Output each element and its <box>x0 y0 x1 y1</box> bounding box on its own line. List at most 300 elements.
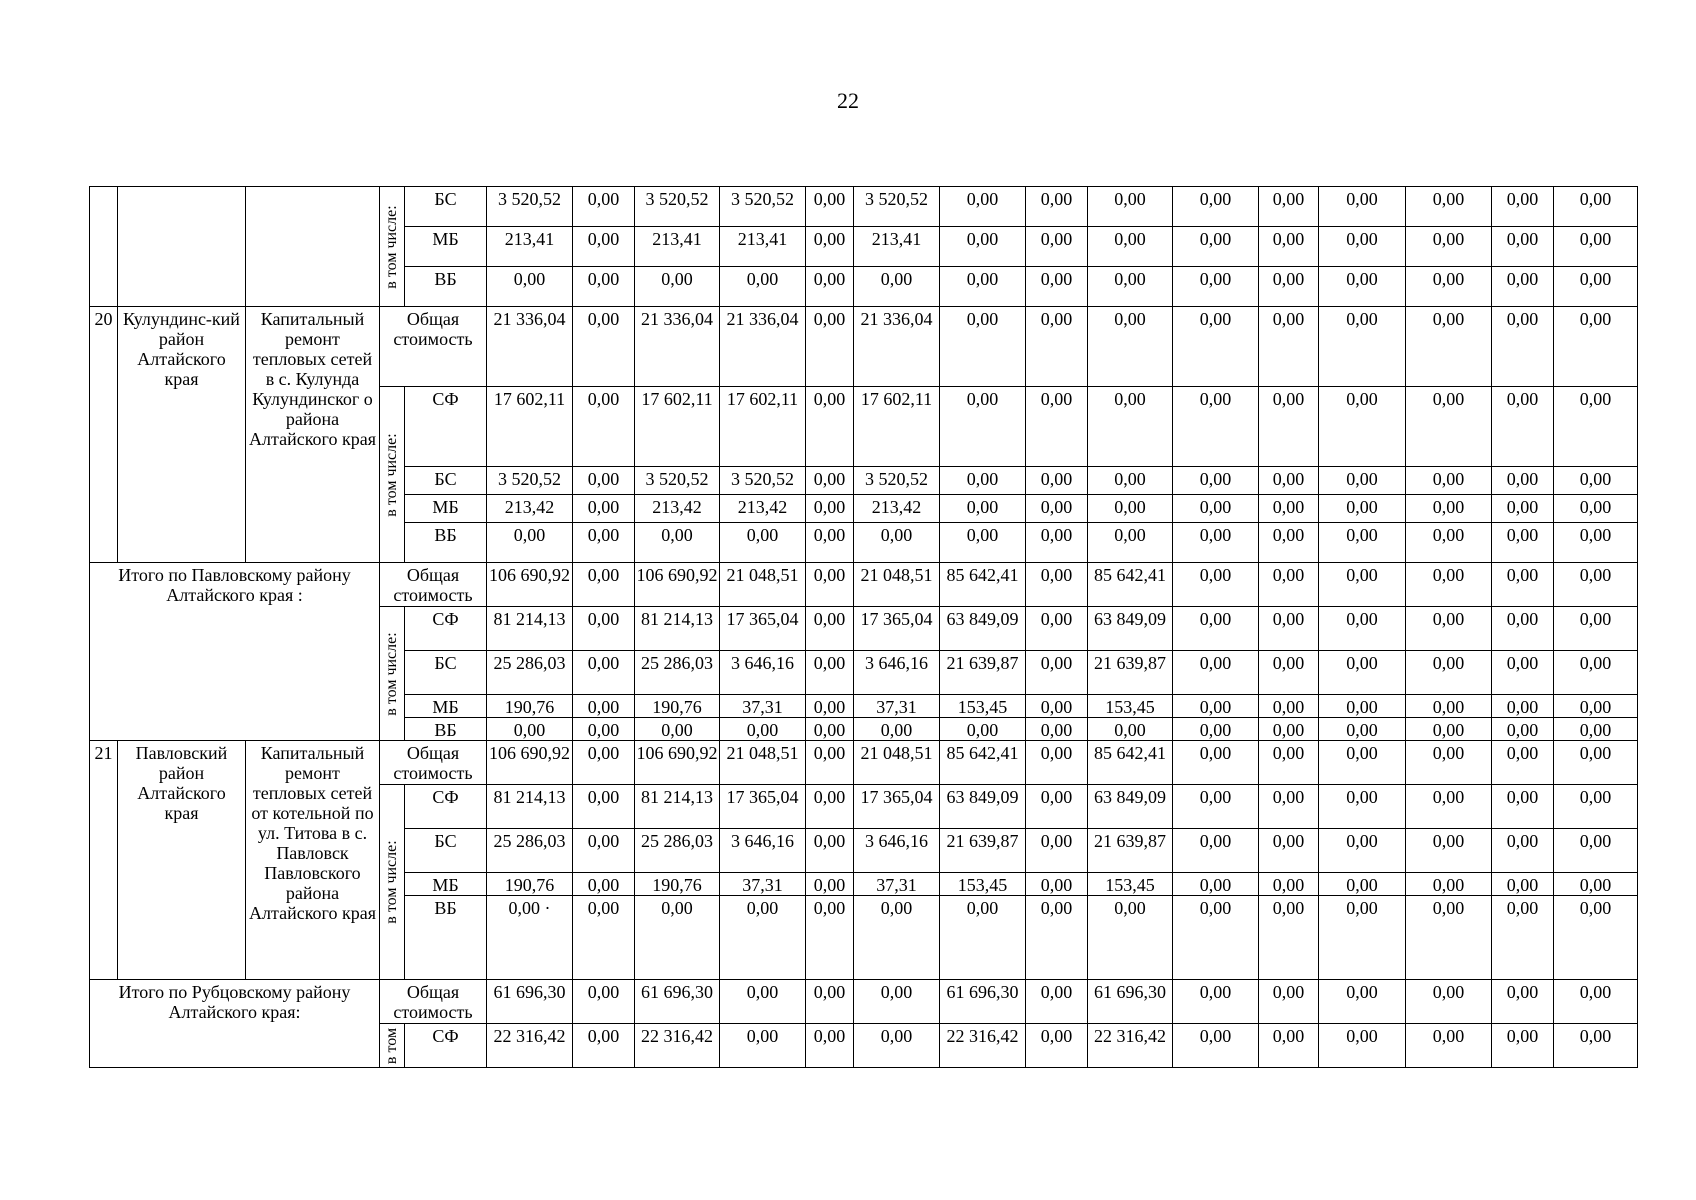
value-cell: 0,00 <box>1088 267 1173 307</box>
value-cell: 0,00 <box>720 896 806 980</box>
value-cell: 0,00 <box>1554 187 1638 227</box>
value-cell: 0,00 <box>1088 896 1173 980</box>
value-cell: 3 520,52 <box>635 467 720 495</box>
value-cell: 0,00 <box>1026 651 1088 695</box>
row-number: 21 <box>90 741 118 980</box>
value-cell: 85 642,41 <box>940 741 1026 785</box>
funding-source-label: СФ <box>405 785 487 829</box>
value-cell: 0,00 <box>1554 695 1638 718</box>
value-cell: 0,00 <box>1319 387 1406 467</box>
value-cell: 0,00 <box>1554 227 1638 267</box>
value-cell: 21 639,87 <box>940 651 1026 695</box>
value-cell: 0,00 <box>1259 387 1319 467</box>
in-total-label <box>380 187 405 307</box>
value-cell: 3 646,16 <box>720 651 806 695</box>
value-cell: 0,00 <box>1173 1024 1259 1068</box>
value-cell: 0,00 <box>1406 307 1492 387</box>
summary-title: Итого по Рубцовскому району Алтайского края: <box>90 980 380 1068</box>
value-cell: 0,00 <box>1492 829 1554 873</box>
in-total-text: в том числе: <box>383 432 400 517</box>
value-cell: 0,00 <box>1554 387 1638 467</box>
value-cell: 0,00 <box>573 495 635 523</box>
value-cell: 0,00 <box>1554 495 1638 523</box>
value-cell: 0,00 <box>573 187 635 227</box>
district-name: Павловский район Алтайского края <box>118 741 246 980</box>
value-cell: 0,00 <box>1554 1024 1638 1068</box>
value-cell: 0,00 <box>1088 187 1173 227</box>
value-cell: 0,00 <box>1406 896 1492 980</box>
value-cell: 0,00 <box>573 523 635 563</box>
value-cell: 81 214,13 <box>635 785 720 829</box>
value-cell: 22 316,42 <box>1088 1024 1173 1068</box>
value-cell: 0,00 <box>854 718 940 741</box>
value-cell: 61 696,30 <box>1088 980 1173 1024</box>
value-cell: 0,00 <box>1492 495 1554 523</box>
value-cell: 0,00 <box>1173 467 1259 495</box>
total-cost-label: Общая стоимость <box>380 741 487 785</box>
value-cell: 0,00 <box>1319 896 1406 980</box>
value-cell: 0,00 <box>806 523 854 563</box>
value-cell: 0,00 <box>1259 563 1319 607</box>
value-cell: 0,00 <box>635 267 720 307</box>
value-cell: 0,00 <box>806 227 854 267</box>
total-cost-label: Общая стоимость <box>380 563 487 607</box>
funding-source-label: СФ <box>405 387 487 467</box>
value-cell: 0,00 <box>806 873 854 896</box>
value-cell: 0,00 <box>1026 980 1088 1024</box>
value-cell: 0,00 <box>1173 695 1259 718</box>
value-cell: 0,00 <box>573 651 635 695</box>
value-cell: 0,00 <box>1554 741 1638 785</box>
value-cell: 0,00 <box>1554 785 1638 829</box>
value-cell: 0,00 <box>635 718 720 741</box>
value-cell: 3 520,52 <box>487 467 573 495</box>
in-total-text: в том числе: <box>383 631 400 716</box>
value-cell: 0,00 <box>573 829 635 873</box>
value-cell: 21 336,04 <box>635 307 720 387</box>
value-cell: 0,00 <box>1088 718 1173 741</box>
value-cell: 0,00 <box>806 651 854 695</box>
value-cell: 190,76 <box>487 695 573 718</box>
value-cell: 0,00 <box>1492 785 1554 829</box>
value-cell: 0,00 <box>1026 873 1088 896</box>
value-cell: 81 214,13 <box>487 607 573 651</box>
value-cell: 0,00 <box>1406 187 1492 227</box>
value-cell: 17 365,04 <box>854 607 940 651</box>
value-cell: 0,00 <box>1319 829 1406 873</box>
value-cell: 0,00 <box>573 980 635 1024</box>
value-cell: 81 214,13 <box>487 785 573 829</box>
value-cell: 0,00 <box>1492 741 1554 785</box>
value-cell: 0,00 <box>1492 227 1554 267</box>
value-cell: 0,00 <box>1554 267 1638 307</box>
value-cell: 0,00 <box>573 227 635 267</box>
value-cell: 17 365,04 <box>720 607 806 651</box>
value-cell: 0,00 <box>806 718 854 741</box>
value-cell: 190,76 <box>487 873 573 896</box>
value-cell: 0,00 <box>573 607 635 651</box>
value-cell: 153,45 <box>1088 695 1173 718</box>
value-cell: 0,00 <box>573 1024 635 1068</box>
total-cost-label: Общая стоимость <box>380 980 487 1024</box>
value-cell: 0,00 · <box>487 896 573 980</box>
value-cell: 0,00 <box>1088 495 1173 523</box>
value-cell: 0,00 <box>1554 607 1638 651</box>
table-row <box>90 307 1638 387</box>
value-cell: 0,00 <box>806 829 854 873</box>
value-cell: 0,00 <box>1259 495 1319 523</box>
value-cell: 3 520,52 <box>854 467 940 495</box>
value-cell: 63 849,09 <box>1088 785 1173 829</box>
value-cell: 0,00 <box>1026 267 1088 307</box>
funding-source-label: ВБ <box>405 896 487 980</box>
value-cell: 0,00 <box>1554 829 1638 873</box>
value-cell: 3 646,16 <box>854 651 940 695</box>
value-cell: 213,41 <box>487 227 573 267</box>
value-cell: 17 602,11 <box>635 387 720 467</box>
value-cell: 0,00 <box>635 896 720 980</box>
value-cell: 0,00 <box>1319 607 1406 651</box>
funding-source-label: МБ <box>405 227 487 267</box>
value-cell: 0,00 <box>1026 307 1088 387</box>
value-cell: 0,00 <box>806 607 854 651</box>
value-cell: 21 048,51 <box>720 741 806 785</box>
value-cell: 0,00 <box>940 718 1026 741</box>
value-cell: 0,00 <box>1406 467 1492 495</box>
page-number: 22 <box>837 88 859 113</box>
value-cell: 0,00 <box>1406 607 1492 651</box>
value-cell: 0,00 <box>1026 718 1088 741</box>
funding-source-label: МБ <box>405 695 487 718</box>
value-cell: 0,00 <box>1026 695 1088 718</box>
value-cell: 0,00 <box>1319 718 1406 741</box>
value-cell: 0,00 <box>806 267 854 307</box>
value-cell: 0,00 <box>1088 387 1173 467</box>
value-cell: 106 690,92 <box>635 741 720 785</box>
value-cell: 0,00 <box>720 1024 806 1068</box>
value-cell: 106 690,92 <box>487 741 573 785</box>
value-cell: 0,00 <box>854 1024 940 1068</box>
value-cell: 0,00 <box>1173 718 1259 741</box>
value-cell: 0,00 <box>940 387 1026 467</box>
value-cell: 0,00 <box>806 1024 854 1068</box>
funding-source-label: МБ <box>405 873 487 896</box>
value-cell: 3 520,52 <box>720 467 806 495</box>
value-cell: 0,00 <box>1406 695 1492 718</box>
value-cell: 0,00 <box>1492 896 1554 980</box>
value-cell: 0,00 <box>940 267 1026 307</box>
value-cell: 0,00 <box>1406 741 1492 785</box>
value-cell: 0,00 <box>1088 523 1173 563</box>
value-cell: 0,00 <box>573 267 635 307</box>
value-cell: 0,00 <box>1088 307 1173 387</box>
value-cell: 0,00 <box>1492 387 1554 467</box>
value-cell: 0,00 <box>1088 467 1173 495</box>
value-cell: 0,00 <box>1492 523 1554 563</box>
value-cell: 0,00 <box>940 467 1026 495</box>
value-cell: 213,41 <box>635 227 720 267</box>
value-cell: 0,00 <box>1026 467 1088 495</box>
value-cell: 37,31 <box>854 873 940 896</box>
value-cell: 0,00 <box>1492 651 1554 695</box>
value-cell: 61 696,30 <box>940 980 1026 1024</box>
value-cell: 0,00 <box>1406 563 1492 607</box>
value-cell: 0,00 <box>1026 495 1088 523</box>
value-cell: 0,00 <box>1319 267 1406 307</box>
value-cell: 0,00 <box>1406 718 1492 741</box>
value-cell: 0,00 <box>1492 980 1554 1024</box>
value-cell: 0,00 <box>806 307 854 387</box>
value-cell: 0,00 <box>720 523 806 563</box>
value-cell: 213,42 <box>854 495 940 523</box>
value-cell: 0,00 <box>573 563 635 607</box>
value-cell: 17 365,04 <box>720 785 806 829</box>
in-total-label <box>380 607 405 741</box>
value-cell: 0,00 <box>1259 873 1319 896</box>
value-cell: 0,00 <box>1259 267 1319 307</box>
value-cell: 0,00 <box>573 718 635 741</box>
value-cell: 0,00 <box>1554 307 1638 387</box>
value-cell: 0,00 <box>1173 227 1259 267</box>
value-cell: 0,00 <box>1406 873 1492 896</box>
value-cell: 0,00 <box>1259 607 1319 651</box>
value-cell: 0,00 <box>1259 227 1319 267</box>
value-cell: 0,00 <box>1554 980 1638 1024</box>
value-cell: 22 316,42 <box>940 1024 1026 1068</box>
value-cell: 0,00 <box>635 523 720 563</box>
value-cell: 0,00 <box>1554 651 1638 695</box>
value-cell: 0,00 <box>1492 718 1554 741</box>
value-cell: 21 639,87 <box>1088 651 1173 695</box>
value-cell: 0,00 <box>1173 741 1259 785</box>
value-cell: 21 639,87 <box>940 829 1026 873</box>
value-cell: 0,00 <box>1026 187 1088 227</box>
value-cell: 153,45 <box>940 873 1026 896</box>
value-cell: 0,00 <box>1554 718 1638 741</box>
table-row <box>90 741 1638 785</box>
value-cell: 17 365,04 <box>854 785 940 829</box>
value-cell: 37,31 <box>720 873 806 896</box>
value-cell: 0,00 <box>1173 563 1259 607</box>
funding-source-label: МБ <box>405 495 487 523</box>
value-cell: 0,00 <box>1026 607 1088 651</box>
value-cell: 0,00 <box>806 896 854 980</box>
value-cell: 0,00 <box>1319 187 1406 227</box>
value-cell: 0,00 <box>1259 741 1319 785</box>
value-cell: 190,76 <box>635 873 720 896</box>
value-cell: 0,00 <box>1259 1024 1319 1068</box>
in-total-text: в том <box>383 1027 400 1064</box>
value-cell: 0,00 <box>1259 695 1319 718</box>
value-cell: 0,00 <box>573 695 635 718</box>
value-cell: 0,00 <box>1492 307 1554 387</box>
value-cell: 0,00 <box>940 307 1026 387</box>
value-cell: 0,00 <box>1406 980 1492 1024</box>
value-cell: 0,00 <box>1554 523 1638 563</box>
value-cell: 0,00 <box>1319 651 1406 695</box>
value-cell: 37,31 <box>720 695 806 718</box>
value-cell: 0,00 <box>1554 467 1638 495</box>
value-cell: 0,00 <box>940 495 1026 523</box>
value-cell: 63 849,09 <box>940 607 1026 651</box>
total-cost-label: Общая стоимость <box>380 307 487 387</box>
value-cell: 61 696,30 <box>487 980 573 1024</box>
value-cell: 0,00 <box>1173 607 1259 651</box>
value-cell: 25 286,03 <box>487 829 573 873</box>
value-cell: 190,76 <box>635 695 720 718</box>
value-cell: 25 286,03 <box>635 829 720 873</box>
value-cell: 0,00 <box>573 741 635 785</box>
value-cell: 21 048,51 <box>854 563 940 607</box>
value-cell: 0,00 <box>1259 523 1319 563</box>
row-number: 20 <box>90 307 118 563</box>
value-cell: 213,42 <box>635 495 720 523</box>
value-cell: 0,00 <box>1492 563 1554 607</box>
value-cell: 0,00 <box>854 896 940 980</box>
value-cell: 0,00 <box>1173 495 1259 523</box>
value-cell: 0,00 <box>1492 467 1554 495</box>
value-cell: 0,00 <box>806 387 854 467</box>
district-name <box>118 187 246 307</box>
value-cell: 3 520,52 <box>720 187 806 227</box>
value-cell: 0,00 <box>1173 267 1259 307</box>
value-cell: 0,00 <box>1319 307 1406 387</box>
value-cell: 0,00 <box>573 785 635 829</box>
value-cell: 0,00 <box>1173 980 1259 1024</box>
value-cell: 0,00 <box>1026 563 1088 607</box>
value-cell: 0,00 <box>1319 980 1406 1024</box>
funding-source-label: СФ <box>405 607 487 651</box>
value-cell: 0,00 <box>487 523 573 563</box>
value-cell: 0,00 <box>573 467 635 495</box>
value-cell: 0,00 <box>1554 563 1638 607</box>
value-cell: 0,00 <box>1259 896 1319 980</box>
value-cell: 0,00 <box>1406 829 1492 873</box>
value-cell: 0,00 <box>1319 227 1406 267</box>
value-cell: 3 520,52 <box>854 187 940 227</box>
summary-title: Итого по Павловскому району Алтайского края : <box>90 563 380 741</box>
value-cell: 17 602,11 <box>487 387 573 467</box>
value-cell: 0,00 <box>940 227 1026 267</box>
object-name: Капитальный ремонт тепловых сетей от котельной по ул. Титова в с. Павловск Павловского района Алтайского края <box>246 741 380 980</box>
value-cell: 63 849,09 <box>940 785 1026 829</box>
in-total-label <box>380 387 405 563</box>
value-cell: 0,00 <box>1173 829 1259 873</box>
value-cell: 0,00 <box>1492 873 1554 896</box>
budget-table <box>89 186 1638 1068</box>
value-cell: 21 336,04 <box>487 307 573 387</box>
value-cell: 17 602,11 <box>854 387 940 467</box>
value-cell: 0,00 <box>940 523 1026 563</box>
in-total-label <box>380 785 405 980</box>
value-cell: 153,45 <box>1088 873 1173 896</box>
value-cell: 0,00 <box>1492 187 1554 227</box>
value-cell: 0,00 <box>1319 467 1406 495</box>
value-cell: 0,00 <box>1026 387 1088 467</box>
value-cell: 0,00 <box>1319 495 1406 523</box>
value-cell: 213,42 <box>720 495 806 523</box>
value-cell: 0,00 <box>1319 523 1406 563</box>
value-cell: 0,00 <box>1492 695 1554 718</box>
value-cell: 0,00 <box>806 741 854 785</box>
value-cell: 0,00 <box>573 387 635 467</box>
value-cell: 22 316,42 <box>487 1024 573 1068</box>
value-cell: 37,31 <box>854 695 940 718</box>
value-cell: 0,00 <box>854 523 940 563</box>
value-cell: 0,00 <box>1026 741 1088 785</box>
value-cell: 85 642,41 <box>940 563 1026 607</box>
value-cell: 0,00 <box>1173 873 1259 896</box>
value-cell: 25 286,03 <box>635 651 720 695</box>
value-cell: 213,41 <box>854 227 940 267</box>
value-cell: 0,00 <box>1173 387 1259 467</box>
value-cell: 0,00 <box>1259 785 1319 829</box>
value-cell: 0,00 <box>1026 227 1088 267</box>
value-cell: 3 646,16 <box>854 829 940 873</box>
in-total-label <box>380 1024 405 1068</box>
funding-source-label: СФ <box>405 1024 487 1068</box>
value-cell: 0,00 <box>806 467 854 495</box>
value-cell: 0,00 <box>1406 387 1492 467</box>
value-cell: 0,00 <box>1026 523 1088 563</box>
object-name <box>246 187 380 307</box>
value-cell: 0,00 <box>487 267 573 307</box>
funding-source-label: БС <box>405 467 487 495</box>
value-cell: 0,00 <box>1026 829 1088 873</box>
value-cell: 0,00 <box>806 980 854 1024</box>
value-cell: 0,00 <box>1406 1024 1492 1068</box>
value-cell: 0,00 <box>940 187 1026 227</box>
value-cell: 0,00 <box>1319 695 1406 718</box>
value-cell: 3 646,16 <box>720 829 806 873</box>
value-cell: 0,00 <box>1406 267 1492 307</box>
funding-source-label: БС <box>405 187 487 227</box>
value-cell: 0,00 <box>1406 523 1492 563</box>
value-cell: 0,00 <box>1406 785 1492 829</box>
value-cell: 0,00 <box>1259 980 1319 1024</box>
funding-source-label: ВБ <box>405 523 487 563</box>
value-cell: 0,00 <box>1554 873 1638 896</box>
district-name: Кулундинс-кий район Алтайского края <box>118 307 246 563</box>
object-name: Капитальный ремонт тепловых сетей в с. Кулунда Кулундинског о района Алтайского края <box>246 307 380 563</box>
in-total-text: в том числе: <box>383 840 400 924</box>
value-cell: 21 336,04 <box>854 307 940 387</box>
value-cell: 0,00 <box>1259 467 1319 495</box>
value-cell: 21 639,87 <box>1088 829 1173 873</box>
value-cell: 213,42 <box>487 495 573 523</box>
value-cell: 0,00 <box>1173 896 1259 980</box>
value-cell: 0,00 <box>1319 785 1406 829</box>
value-cell: 22 316,42 <box>635 1024 720 1068</box>
value-cell: 0,00 <box>1088 227 1173 267</box>
funding-source-label: ВБ <box>405 718 487 741</box>
value-cell: 0,00 <box>806 785 854 829</box>
summary-row <box>90 563 1638 607</box>
value-cell: 63 849,09 <box>1088 607 1173 651</box>
value-cell: 0,00 <box>720 980 806 1024</box>
value-cell: 0,00 <box>487 718 573 741</box>
value-cell: 0,00 <box>573 307 635 387</box>
row-number <box>90 187 118 307</box>
value-cell: 0,00 <box>1259 307 1319 387</box>
value-cell: 153,45 <box>940 695 1026 718</box>
value-cell: 106 690,92 <box>635 563 720 607</box>
value-cell: 0,00 <box>1173 523 1259 563</box>
value-cell: 0,00 <box>806 187 854 227</box>
value-cell: 0,00 <box>1259 829 1319 873</box>
value-cell: 0,00 <box>720 267 806 307</box>
funding-source-label: БС <box>405 651 487 695</box>
